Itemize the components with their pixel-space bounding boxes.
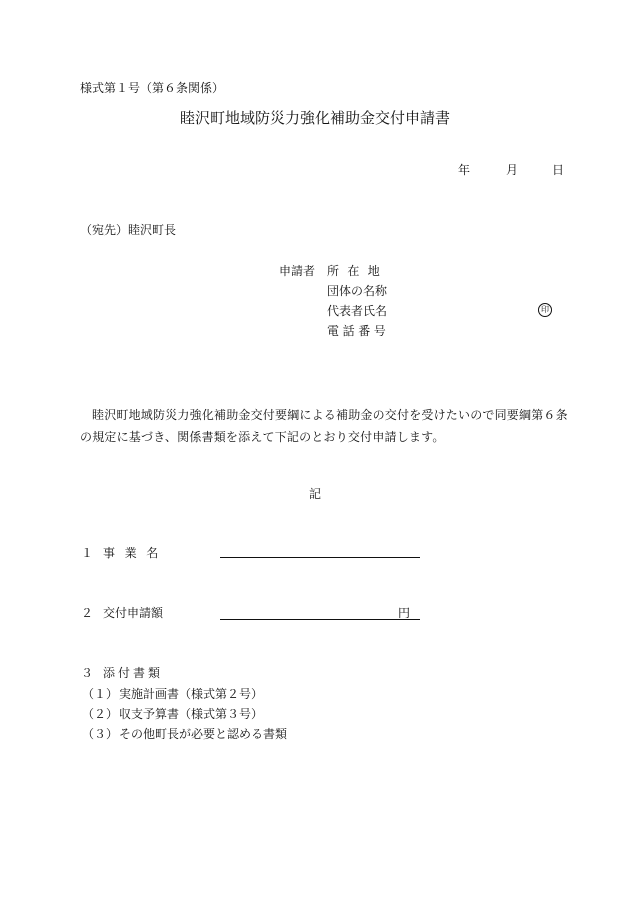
- organization-label: 団体の名称: [327, 284, 388, 298]
- item-number: ２: [81, 606, 94, 620]
- date-month: 月: [506, 163, 519, 177]
- form-number: 様式第１号（第６条関係）: [80, 81, 225, 95]
- attachment-number: （２）: [82, 707, 119, 721]
- item-label: 添付書類: [103, 666, 164, 680]
- date-year: 年: [458, 163, 471, 177]
- applicant-label: 申請者: [279, 264, 316, 278]
- attachment-number: （３）: [82, 727, 119, 741]
- addressee: （宛先）睦沢町長: [80, 223, 177, 237]
- yen-unit: 円: [398, 606, 411, 620]
- phone-label: 電話番号: [327, 324, 390, 338]
- item-number: ３: [81, 666, 94, 680]
- attachment-label: その他町長が必要と認める書類: [119, 727, 288, 741]
- document-title: 睦沢町地域防災力強化補助金交付申請書: [179, 109, 450, 127]
- project-name-line: [220, 557, 420, 558]
- ki-heading: 記: [308, 487, 321, 501]
- item-label: 事業名: [103, 546, 168, 560]
- item-label: 交付申請額: [103, 606, 164, 620]
- grant-amount-line: [220, 619, 420, 620]
- attachment-label: 収支予算書（様式第３号）: [119, 707, 264, 721]
- representative-label: 代表者氏名: [327, 304, 388, 318]
- body-paragraph: 睦沢町地域防災力強化補助金交付要綱による補助金の交付を受けたいので同要綱第６条の規定に基づき、関係書類を添えて下記のとおり交付申請します。: [80, 408, 568, 444]
- date-day: 日: [552, 163, 565, 177]
- attachment-number: （１）: [82, 687, 119, 701]
- attachment-label: 実施計画書（様式第２号）: [119, 687, 264, 701]
- address-label: 所在地: [327, 264, 389, 278]
- item-number: １: [81, 546, 94, 560]
- seal-mark: 印: [538, 303, 552, 317]
